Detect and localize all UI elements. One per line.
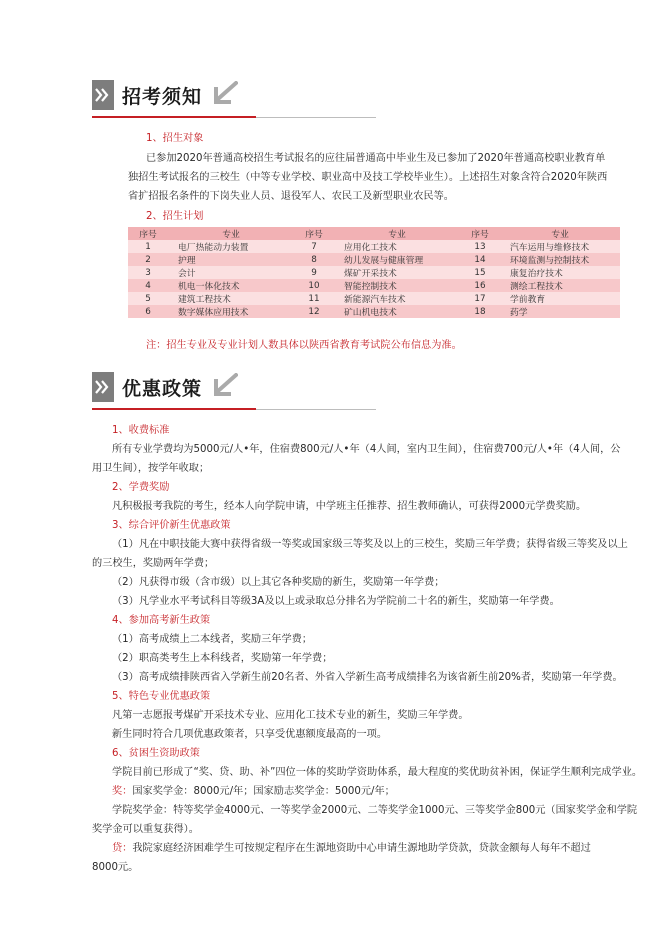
table-cell: 14 [460, 253, 500, 266]
section-header-enrollment [92, 80, 238, 110]
table-cell: 煤矿开采技术 [334, 266, 460, 279]
text-line: （1）凡在中职技能大赛中获得省级一等奖或国家级三等奖及以上的三校生，奖励三年学费；获得省级三等奖及以上 [112, 539, 628, 550]
table-cell: 3 [128, 266, 168, 279]
table-cell: 12 [294, 305, 334, 318]
text-line: 的三校生，奖励两年学费； [92, 558, 215, 569]
double-chevron-icon [92, 372, 114, 402]
col-header-major: 专业 [500, 227, 620, 240]
col-header-no: 序号 [460, 227, 500, 240]
text-line: 已参加2020年普通高校招生考试报名的应往届普通高中毕业生及已参加了2020年普通高校职业教育单 [146, 153, 606, 164]
table-cell: 5 [128, 292, 168, 305]
section-title: 优惠政策 [122, 377, 203, 400]
table-cell: 护理 [168, 253, 294, 266]
text-line: 凡积极报考我院的考生，经本人向学院申请，中学班主任推荐、招生教师确认，可获得2000元学费奖励。 [112, 501, 587, 512]
table-cell: 会计 [168, 266, 294, 279]
text-line: （2）凡获得市级（含市级）以上其它各种奖励的新生，奖励第一年学费； [112, 577, 445, 588]
subheading-special-major: 5、特色专业优惠政策 [112, 691, 211, 702]
subheading-tuition-reward: 2、学费奖励 [112, 482, 170, 493]
subheading-fees: 1、收费标准 [112, 425, 170, 436]
table-cell: 矿山机电技术 [334, 305, 460, 318]
table-note: 注：招生专业及专业计划人数具体以陕西省教育考试院公布信息为准。 [146, 340, 462, 351]
text-line: 凡第一志愿报考煤矿开采技术专业、应用化工技术专业的新生，奖励三年学费。 [112, 710, 469, 721]
table-cell: 新能源汽车技术 [334, 292, 460, 305]
text-line: 所有专业学费均为5000元/人•年，住宿费800元/人•年（4人间，室内卫生间），住宿费700元/人•年（4人间，公 [112, 444, 621, 455]
table-cell: 幼儿发展与健康管理 [334, 253, 460, 266]
table-row [128, 266, 620, 279]
table-cell: 8 [294, 253, 334, 266]
table-cell: 智能控制技术 [334, 279, 460, 292]
text-line: 学院奖学金：特等奖学金4000元、一等奖学金2000元、二等奖学金1000元、三等奖学金800元（国家奖学金和学院 [112, 805, 638, 816]
loan-text: 我院家庭经济困难学生可按规定程序在生源地资助中心申请生源地助学贷款，贷款金额每人每年不超过 [132, 843, 591, 854]
table-cell: 1 [128, 240, 168, 253]
table-cell: 电厂热能动力装置 [168, 240, 294, 253]
paragraph-enrollment-target [146, 149, 605, 168]
subheading-comprehensive: 3、综合评价新生优惠政策 [112, 520, 231, 531]
subheading-gaokao: 4、参加高考新生政策 [112, 615, 211, 626]
table-row [128, 253, 620, 266]
diagonal-arrow-icon [212, 373, 238, 401]
table-cell: 9 [294, 266, 334, 279]
table-row [128, 305, 620, 318]
text-line: 8000元。 [92, 862, 139, 873]
policy-body [92, 421, 643, 877]
text-line: 学院目前已形成了“奖、贷、助、补”四位一体的奖助学资助体系，最大程度的奖优助贫补困，保证学生顺利完成学业。 [112, 767, 643, 778]
col-header-no: 序号 [128, 227, 168, 240]
text-line: （1）高考成绩上二本线者，奖励三年学费； [112, 634, 313, 645]
text-line: 奖学金可以重复获得）。 [92, 824, 199, 835]
paragraph-enrollment-target-cont [128, 168, 607, 206]
section-rule [92, 408, 256, 410]
table-row [128, 240, 620, 253]
table-cell: 13 [460, 240, 500, 253]
label-loan: 贷： [112, 843, 133, 854]
text-line: （3）凡学业水平考试科目等级3A及以上或录取总分排名为学院前二十名的新生，奖励第一年学费。 [112, 596, 560, 607]
section-rule-grey [256, 117, 376, 118]
table-cell: 建筑工程技术 [168, 292, 294, 305]
table-cell: 药学 [500, 305, 620, 318]
table-cell: 6 [128, 305, 168, 318]
table-cell: 17 [460, 292, 500, 305]
section-title: 招考须知 [122, 85, 203, 108]
label-scholarship: 奖： [112, 786, 133, 797]
table-cell: 16 [460, 279, 500, 292]
section-rule-grey [256, 409, 376, 410]
text-line: 新生同时符合几项优惠政策者，只享受优惠额度最高的一项。 [112, 729, 388, 740]
text-line: （3）高考成绩排陕西省入学新生前20名者、外省入学新生高考成绩排名为该省新生前20%者，奖励第一年学费。 [112, 672, 623, 683]
table-cell: 数字媒体应用技术 [168, 305, 294, 318]
text-line [92, 839, 632, 858]
section-rule [92, 116, 256, 118]
table-cell: 测绘工程技术 [500, 279, 620, 292]
table-cell: 7 [294, 240, 334, 253]
table-cell: 10 [294, 279, 334, 292]
scholarship-text: 国家奖学金：8000元/年；国家励志奖学金：5000元/年； [132, 786, 395, 797]
table-header-row [128, 227, 620, 240]
col-header-major: 专业 [168, 227, 294, 240]
text-line: 用卫生间），按学年收取； [92, 463, 210, 474]
subheading-enrollment-plan: 2、招生计划 [146, 211, 204, 222]
table-cell: 康复治疗技术 [500, 266, 620, 279]
col-header-no: 序号 [294, 227, 334, 240]
diagonal-arrow-icon [212, 81, 238, 109]
text-line: 独招生考试报名的三校生（中等专业学校、职业高中及技工学校毕业生）。上述招生对象含符合2020年陕西 [128, 172, 608, 183]
table-cell: 学前教育 [500, 292, 620, 305]
text-line: 省扩招报名条件的下岗失业人员、退役军人、农民工及新型职业农民等。 [128, 191, 454, 202]
table-cell: 应用化工技术 [334, 240, 460, 253]
text-line: （2）职高类考生上本科线者，奖励第一年学费； [112, 653, 333, 664]
table-cell: 环境监测与控制技术 [500, 253, 620, 266]
table-cell: 2 [128, 253, 168, 266]
table-row [128, 292, 620, 305]
table-cell: 4 [128, 279, 168, 292]
double-chevron-icon [92, 80, 114, 110]
text-line [92, 782, 632, 801]
col-header-major: 专业 [334, 227, 460, 240]
table-cell: 汽车运用与维修技术 [500, 240, 620, 253]
subheading-financial-aid: 6、贫困生资助政策 [112, 748, 200, 759]
table-cell: 11 [294, 292, 334, 305]
subheading-enrollment-target: 1、招生对象 [146, 133, 204, 144]
enrollment-plan-table [128, 227, 620, 318]
table-cell: 18 [460, 305, 500, 318]
table-cell: 15 [460, 266, 500, 279]
table-cell: 机电一体化技术 [168, 279, 294, 292]
section-header-policy [92, 372, 238, 402]
table-row [128, 279, 620, 292]
